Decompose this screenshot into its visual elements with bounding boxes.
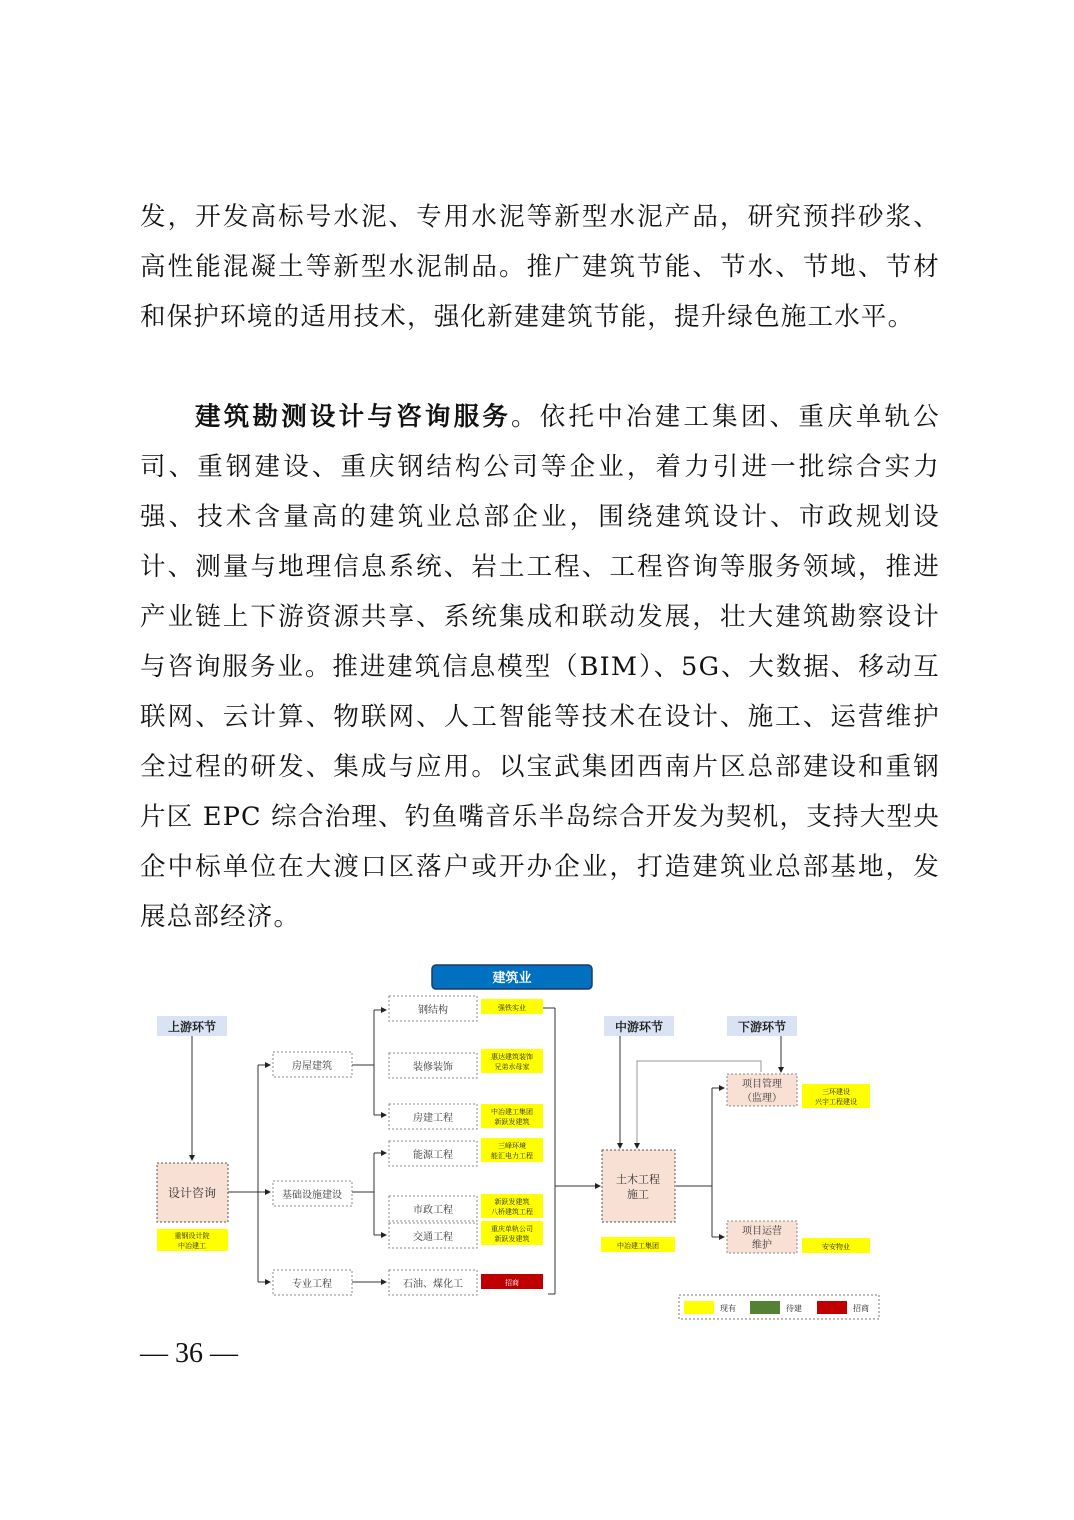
paragraph-2 xyxy=(140,392,940,942)
decoration-company-2: 兄弟水母家 xyxy=(494,1063,530,1071)
paragraph-1: 发，开发高标号水泥、专用水泥等新型水泥产品，研究预拌砂浆、高性能混凝土等新型水泥制品。推广建筑节能、节水、节地、节材和保护环境的适用技术，强化新建建筑节能，提升绿色施工水平。 xyxy=(140,202,940,332)
municipal-company-1: 新跃发建筑 xyxy=(494,1198,530,1206)
management-company-2: 兴宇工程建设 xyxy=(815,1098,857,1106)
legend-label-investment: 招商 xyxy=(853,1304,869,1313)
petro-company-1: 招商 xyxy=(505,1279,519,1287)
decoration-company-1: 惠达建筑装饰 xyxy=(491,1053,533,1061)
legend-label-planned: 待建 xyxy=(786,1304,802,1313)
civil-label-line1: 土木工程 xyxy=(616,1173,660,1186)
housing-eng-company-2: 新跃发建筑 xyxy=(494,1118,530,1126)
housing-eng-company-1: 中冶建工集团 xyxy=(491,1108,533,1116)
municipal-label: 市政工程 xyxy=(413,1205,453,1216)
legend-swatch-planned xyxy=(750,1301,780,1314)
steel-label: 钢结构 xyxy=(418,1005,448,1016)
transport-company-1: 重庆单轨公司 xyxy=(491,1225,533,1233)
energy-company-1: 三峰环境 xyxy=(498,1142,526,1150)
special-label: 专业工程 xyxy=(292,1279,332,1290)
infrastructure-label: 基础设施建设 xyxy=(282,1190,342,1201)
transport-company-2: 新跃发建筑 xyxy=(494,1235,530,1243)
management-label-line2: （监理） xyxy=(742,1093,782,1104)
civil-node xyxy=(602,1150,675,1222)
operation-label-line2: 维护 xyxy=(752,1240,772,1251)
title-label: 建筑业 xyxy=(492,971,532,986)
midstream-label: 中游环节 xyxy=(614,1020,664,1034)
upstream-label: 上游环节 xyxy=(167,1020,217,1034)
design-company-1: 重钢设计院 xyxy=(174,1232,210,1240)
energy-label: 能源工程 xyxy=(413,1150,453,1161)
page-number: — 36 — xyxy=(140,1338,238,1369)
management-label-line1: 项目管理 xyxy=(742,1079,782,1090)
steel-company-1: 强铁实业 xyxy=(498,1004,526,1012)
energy-company-2: 能汇电力工程 xyxy=(491,1152,533,1160)
transport-label: 交通工程 xyxy=(413,1232,453,1243)
paragraph-2-body: 。依托中冶建工集团、重庆单轨公司、重钢建设、重庆钢结构公司等企业，着力引进一批综合实力强、技术含量高的建筑业总部企业，围绕建筑设计、市政规划设计、测量与地理信息系统、岩土工程、工程咨询等服务领域，推进产业链上下游资源共享、系统集成和联动发展，壮大建筑勘察设计与咨询服务业。推进建筑信息模型（BIM）、5G、大数据、移动互联网、云计算、物联网、人工智能等技术在设计、施工、运营维护全过程的研发、集成与应用。以宝武集团西南片区总部建设和重钢片区 EPC 综合治理、钓鱼嘴音乐半岛综合开发为契机，支持大型央企中标单位在大渡口区落户或开办企业，打造建筑业总部基地，发展总部经济。 xyxy=(140,402,940,932)
paragraph-2-lead: 建筑勘测设计与咨询服务 xyxy=(195,402,512,432)
downstream-label: 下游环节 xyxy=(737,1020,787,1034)
housing-label: 房屋建筑 xyxy=(292,1061,332,1072)
petro-label: 石油、煤化工 xyxy=(403,1279,463,1290)
legend-swatch-existing xyxy=(684,1301,714,1314)
housing-eng-label: 房建工程 xyxy=(413,1113,453,1124)
municipal-company-2: 八桥建筑工程 xyxy=(491,1208,533,1216)
management-company-1: 三环建设 xyxy=(822,1088,850,1096)
civil-company-1: 中冶建工集团 xyxy=(617,1242,659,1250)
legend-swatch-investment xyxy=(817,1301,847,1314)
civil-label-line2: 施工 xyxy=(627,1188,649,1201)
decoration-label: 装修装饰 xyxy=(413,1062,453,1073)
construction-industry-chain-diagram xyxy=(140,955,900,1330)
legend-label-existing: 现有 xyxy=(720,1304,736,1313)
operation-label-line1: 项目运营 xyxy=(742,1226,782,1237)
operation-company-1: 安安物业 xyxy=(822,1243,850,1251)
design-company-2: 中冶建工 xyxy=(178,1242,206,1250)
design-consulting-label: 设计咨询 xyxy=(167,1186,217,1200)
